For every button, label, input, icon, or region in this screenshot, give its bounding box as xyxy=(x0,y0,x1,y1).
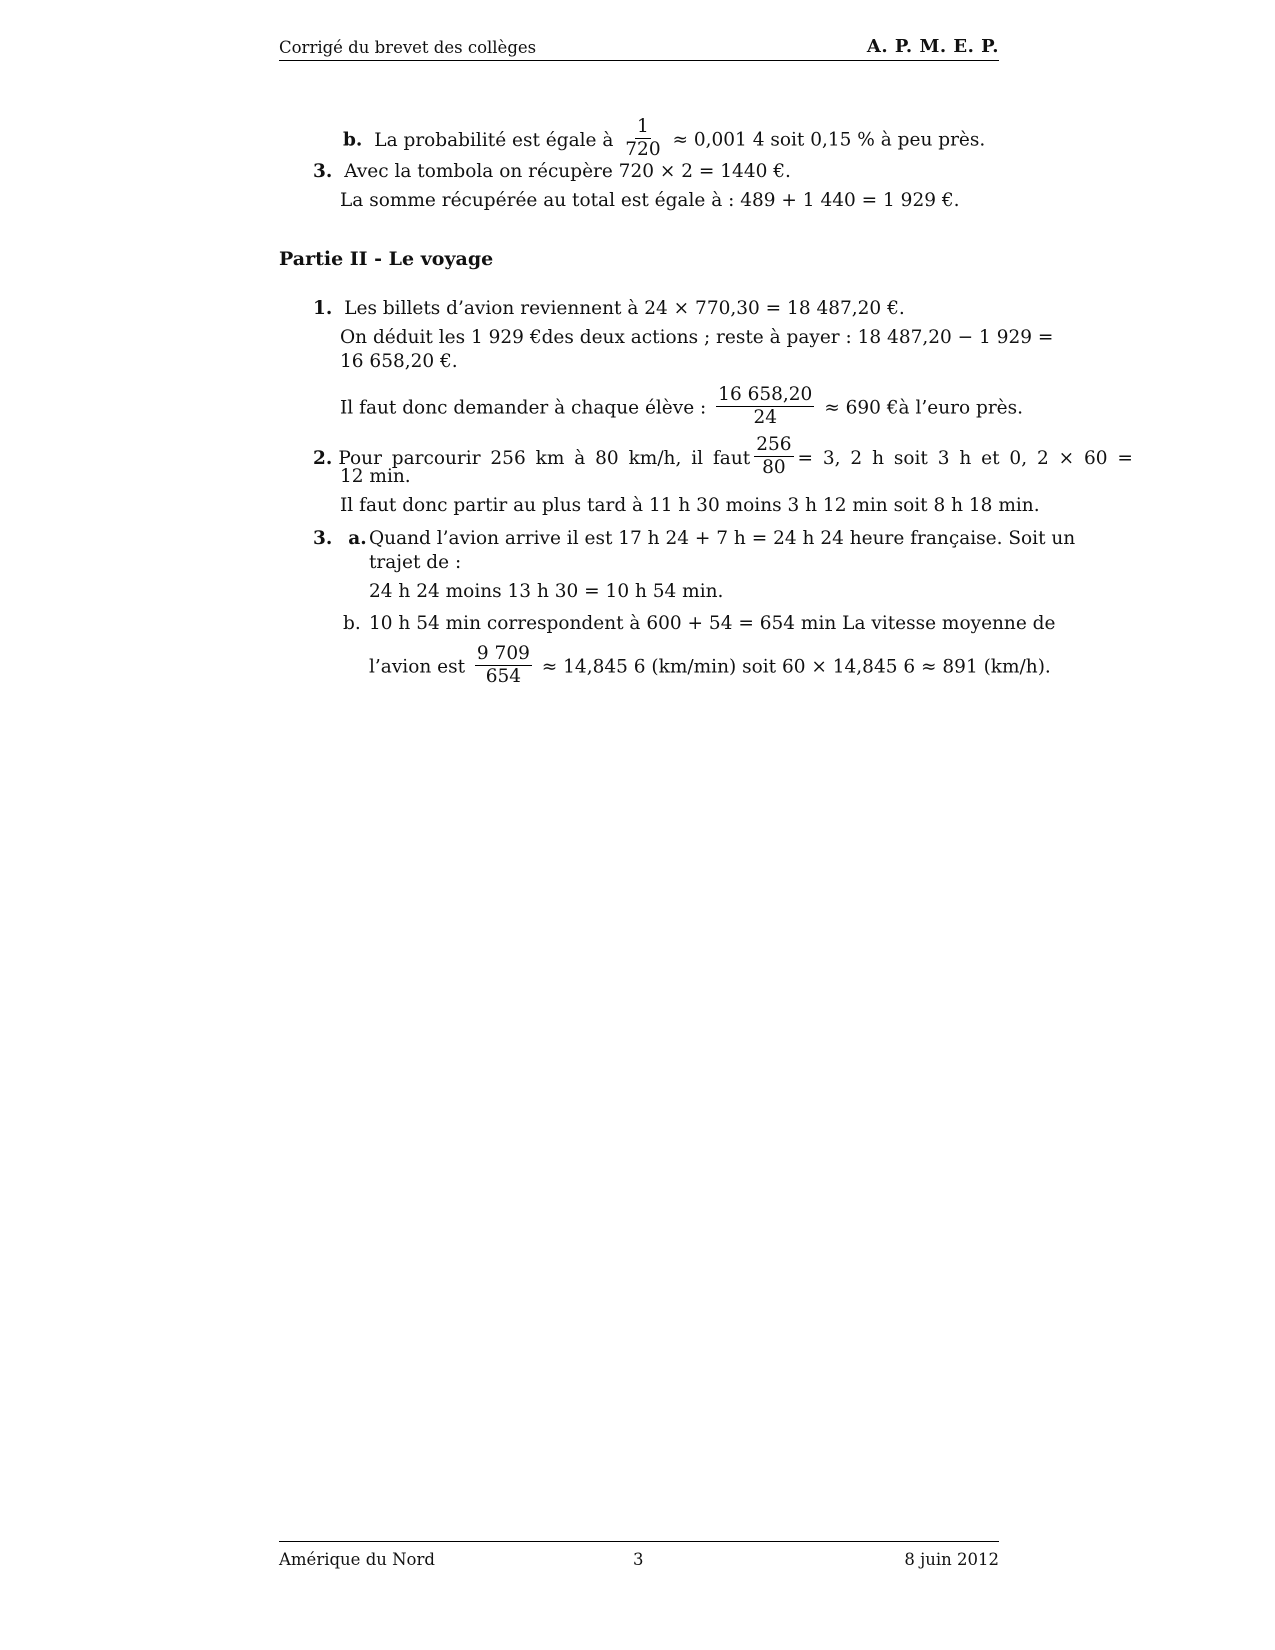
item-label: 3. xyxy=(313,528,333,549)
part1-q3-line2: La somme récupérée au total est égale à : 489 + 1 440 = 1 929 €. xyxy=(340,190,960,211)
part1-q3 xyxy=(313,160,791,184)
text: Il faut donc demander à chaque élève : xyxy=(340,397,707,419)
text: Les billets d’avion reviennent à 24 × 770,30 = 18 487,20 €. xyxy=(344,298,905,319)
part2-q1 xyxy=(313,297,905,321)
page-header xyxy=(279,36,999,61)
fraction-numerator: 9 709 xyxy=(476,643,530,664)
part2-q1-line3: 16 658,20 €. xyxy=(340,351,458,372)
fraction-denominator: 720 xyxy=(625,139,661,160)
fraction-numerator: 256 xyxy=(756,434,792,455)
part2-q2 xyxy=(313,434,1133,481)
footer-date: 8 juin 2012 xyxy=(904,1550,999,1569)
text: Pour parcourir 256 km à 80 km/h, il faut xyxy=(338,447,751,469)
page-number: 3 xyxy=(633,1550,644,1569)
fraction-numerator: 16 658,20 xyxy=(718,384,813,405)
text: La probabilité est égale à xyxy=(374,129,614,151)
item-label: 3. xyxy=(313,161,333,182)
text: ≈ 14,845 6 (km/min) soit 60 × 14,845 6 ≈ 891 (km/h). xyxy=(541,656,1051,678)
text: Avec la tombola on récupère 720 × 2 = 1440 €. xyxy=(344,161,791,182)
header-title: Corrigé du brevet des collèges xyxy=(279,38,537,57)
item-label: 1. xyxy=(313,298,333,319)
fraction xyxy=(475,643,532,688)
fraction xyxy=(623,116,662,161)
fraction-numerator: 1 xyxy=(637,116,649,137)
fraction xyxy=(754,434,793,479)
header-brand: A. P. M. E. P. xyxy=(866,36,999,57)
part2-q1-line2: On déduit les 1 929 €des deux actions ; reste à payer : 18 487,20 − 1 929 = xyxy=(340,327,1054,348)
footer-left: Amérique du Nord xyxy=(279,1550,435,1569)
fraction xyxy=(716,384,814,429)
part2-q3b-line1: 10 h 54 min correspondent à 600 + 54 = 654 min La vitesse moyenne de xyxy=(369,613,1056,634)
part2-q3b-line2 xyxy=(369,645,1051,690)
part2-q3a-line1: Quand l’avion arrive il est 17 h 24 + 7 h = 24 h 24 heure française. Soit un xyxy=(369,528,1076,549)
item-label: 2. xyxy=(313,447,333,469)
fraction-denominator: 80 xyxy=(762,457,786,478)
part2-q3a-line3: 24 h 24 moins 13 h 30 = 10 h 54 min. xyxy=(369,581,724,602)
section-title: Partie II - Le voyage xyxy=(279,248,494,270)
part1-qb xyxy=(343,118,985,163)
subitem-label: a. xyxy=(348,528,367,549)
text: ≈ 690 €à l’euro près. xyxy=(824,397,1024,419)
text: = 3, 2 h soit 3 h et 0, 2 × 60 = xyxy=(797,447,1133,469)
part2-q1-line4 xyxy=(340,386,1023,431)
footer-divider xyxy=(279,1541,999,1542)
fraction-denominator: 654 xyxy=(485,666,522,687)
text: ≈ 0,001 4 soit 0,15 % à peu près. xyxy=(672,129,986,151)
item-label: b. xyxy=(343,129,363,151)
fraction-denominator: 24 xyxy=(753,407,778,428)
part2-q3 xyxy=(313,527,367,551)
part2-q3a-line2: trajet de : xyxy=(369,552,462,573)
part2-q2-line3: Il faut donc partir au plus tard à 11 h 30 moins 3 h 12 min soit 8 h 18 min. xyxy=(340,495,1040,516)
part2-q3b-label: b. xyxy=(343,613,361,634)
part2-q2-line2: 12 min. xyxy=(340,466,411,487)
text: l’avion est xyxy=(369,656,466,678)
